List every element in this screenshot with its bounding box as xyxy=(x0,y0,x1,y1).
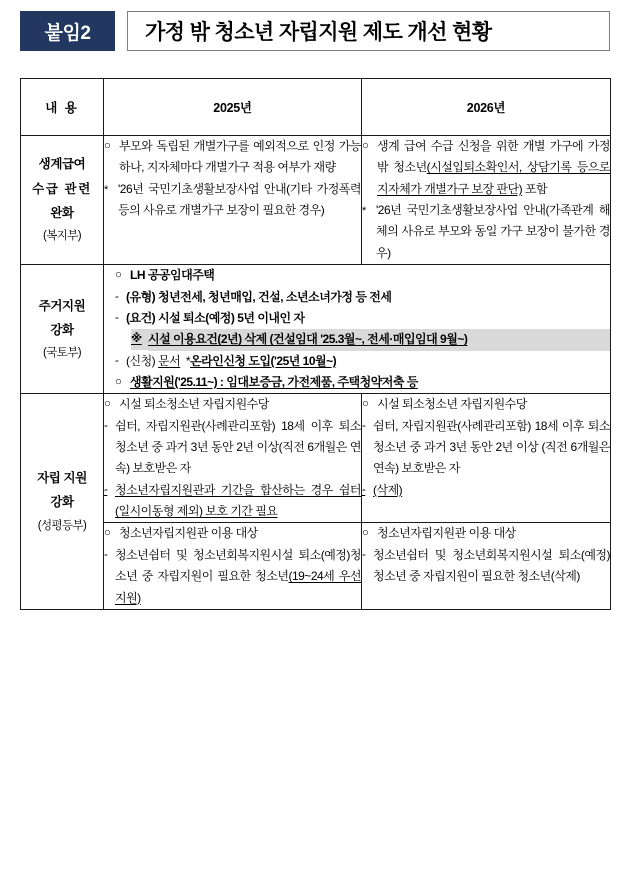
circle-bullet-icon: ○ xyxy=(115,269,122,282)
list-item xyxy=(362,416,610,480)
list-item-text: 청소년쉼터 및 청소년회복지원시설 퇴소(예정)청소년 중 자립지원이 필요한 청소년(삭제) xyxy=(373,547,610,584)
list-item-text: 쉼터, 자립지원관(사례관리포함) 18세 이후 퇴소 청소년 중 과거 3년 동안 2년 이상(직전 6개월은 연속) 보호받은 자 xyxy=(115,418,361,476)
list-item xyxy=(104,136,361,179)
row-label-line-2: 수급 관련 xyxy=(32,181,92,196)
column-header-content: 내 용 xyxy=(21,79,104,136)
table-row xyxy=(21,394,611,523)
column-header-2025: 2025년 xyxy=(104,79,362,136)
row-label-line-1: 생계급여 xyxy=(38,157,86,172)
text-segment-label: (신청) xyxy=(126,353,156,368)
cell-section-allowance xyxy=(104,394,361,522)
cell-section-allowance xyxy=(362,394,610,501)
document-header xyxy=(20,11,610,51)
page-title: 가정 밖 청소년 자립지원 제도 개선 현황 xyxy=(145,21,492,44)
text-segment-bold: (유형) xyxy=(126,289,156,304)
circle-bullet-icon: ○ xyxy=(362,527,369,540)
circle-bullet-icon: ○ xyxy=(362,398,369,411)
list-item-text: '26년 국민기초생활보장사업 안내(가족관계 해체의 사유로 부모와 동일 가구 보장이 불가한 경우) xyxy=(376,203,610,260)
list-item-text: (삭제) xyxy=(373,482,403,497)
dash-bullet-icon: - xyxy=(115,311,119,324)
circle-bullet-icon: ○ xyxy=(104,140,111,152)
list-item xyxy=(362,480,610,501)
list-item xyxy=(362,394,610,415)
comparison-table xyxy=(20,78,611,610)
list-item-text: 청소년자립지원관 이용 대상 xyxy=(377,526,516,541)
text-segment-underlined: (시설입퇴소확인서, 상담기록 등으로 지자체가 개별가구 보장 판단) xyxy=(377,160,610,196)
list-item-text: 생활지원('25.11~) : 임대보증금, 가전제품, 주택청약저축 등 xyxy=(130,374,418,389)
list-item xyxy=(115,372,610,393)
row-label-department: (복지부) xyxy=(43,230,81,243)
list-item-text: 쉼터, 자립지원관(사례관리포함) 18세 이후 퇴소 청소년 중 과거 3년 동안 2년 이상 (직전 6개월은 연속) 보호받은 자 xyxy=(373,418,610,476)
reference-mark-icon: ※ xyxy=(131,329,148,349)
list-item-text: 시설 퇴소청소년 자립지원수당 xyxy=(377,397,527,412)
circle-bullet-icon: ○ xyxy=(104,527,111,540)
dash-bullet-icon: - xyxy=(115,290,119,303)
list-item xyxy=(104,179,361,222)
list-item-text: 청소년자립지원관 이용 대상 xyxy=(119,526,258,541)
cell-2026-independence xyxy=(362,394,611,523)
text-segment-plain: 청소년쉼터 및 청소년회복지원시설 퇴소(예정)청소년 중 자립지원이 필요한 청소년 xyxy=(115,547,361,584)
row-label-line-2: 강화 xyxy=(50,323,74,338)
row-label-line-3: 완화 xyxy=(50,206,74,221)
list-item xyxy=(104,416,361,480)
title-box xyxy=(127,11,610,51)
cell-2025-livelihood xyxy=(104,136,362,265)
row-label-livelihood-benefit xyxy=(21,136,104,265)
attachment-badge: 붙임2 xyxy=(20,11,115,51)
cell-housing-merged xyxy=(104,265,611,394)
text-segment-plain: 시설 퇴소(예정) 5년 이내인 자 xyxy=(155,310,305,325)
text-segment-plain-2: 포함 xyxy=(522,181,548,196)
table-row-continuation xyxy=(21,523,611,609)
table-row xyxy=(21,265,611,394)
dash-bullet-icon: - xyxy=(104,483,108,496)
text-segment-underlined-2: 온라인신청 도입('25년 10월~) xyxy=(190,353,337,368)
text-segment-underlined: 문서 xyxy=(158,353,181,368)
text-segment-plain: 청년전세, 청년매입, 건설, 소년소녀가정 등 전세 xyxy=(155,289,392,304)
list-item-text: 시설 퇴소청소년 자립지원수당 xyxy=(119,397,269,412)
row-label-line-1: 자립 지원 xyxy=(37,471,87,486)
list-item xyxy=(115,308,610,329)
dash-bullet-icon: - xyxy=(104,548,108,561)
dash-bullet-icon: - xyxy=(362,483,366,496)
list-item xyxy=(362,200,610,264)
row-label-line-2: 강화 xyxy=(50,495,74,510)
asterisk-mark-icon: * xyxy=(185,353,191,368)
row-label-department: (성평등부) xyxy=(37,519,87,532)
dash-bullet-icon: - xyxy=(362,419,366,432)
list-item xyxy=(115,265,610,286)
circle-bullet-icon: ○ xyxy=(115,375,122,388)
circle-bullet-icon: ○ xyxy=(362,140,369,152)
text-segment-plain: 생계 급여 수급 신청을 위한 개별 가구에 가정 밖 청소년 xyxy=(377,139,610,175)
table-row xyxy=(21,136,611,265)
dash-bullet-icon: - xyxy=(104,419,108,432)
list-item xyxy=(362,545,610,588)
cell-2025-facility-usage xyxy=(104,523,362,609)
list-item xyxy=(104,480,361,523)
text-segment-underlined: (19~24세 우선지원) xyxy=(115,569,361,605)
asterisk-bullet-icon: * xyxy=(104,183,108,196)
list-item-text: 청소년자립지원관과 기간을 합산하는 경우 쉼터(일시이동형 제외) 보호 기간 필요 xyxy=(115,482,361,519)
dash-bullet-icon: - xyxy=(362,548,366,561)
list-item-text xyxy=(377,136,610,200)
list-item xyxy=(104,545,361,609)
list-item xyxy=(362,136,610,200)
list-item xyxy=(104,394,361,415)
circle-bullet-icon: ○ xyxy=(104,398,111,411)
cell-2026-facility-usage xyxy=(362,523,611,609)
list-item-text xyxy=(115,545,361,609)
row-label-independence-support xyxy=(21,394,104,610)
row-label-housing-support xyxy=(21,265,104,394)
list-item-text xyxy=(126,351,610,372)
text-segment-bold: (요건) xyxy=(126,310,156,325)
list-item-text: 부모와 독립된 개별가구를 예외적으로 인정 가능하나, 지자체마다 개별가구 적용 여부가 재량 xyxy=(119,139,361,175)
column-header-2026: 2026년 xyxy=(362,79,611,136)
list-item-text: '26년 국민기초생활보장사업 안내(기타 가정폭력 등의 사유로 개별가구 보장이 필요한 경우) xyxy=(118,181,361,218)
list-item-note xyxy=(115,329,610,350)
list-item xyxy=(104,523,361,544)
row-label-line-1: 주거지원 xyxy=(38,298,86,313)
cell-2026-livelihood xyxy=(362,136,611,265)
row-label-department: (국토부) xyxy=(43,347,81,360)
list-item-text xyxy=(126,287,610,308)
table-header-row xyxy=(21,79,611,136)
list-item xyxy=(115,351,610,372)
list-item xyxy=(115,287,610,308)
dash-bullet-icon: - xyxy=(115,354,119,367)
list-item-text: LH 공공임대주택 xyxy=(130,268,215,283)
list-item-text: 시설 이용요건(2년) 삭제 (건설임대 '25.3월~, 전세·매입임대 9월~) xyxy=(148,329,610,350)
asterisk-bullet-icon: * xyxy=(362,205,366,218)
list-item xyxy=(362,523,610,544)
list-item-text xyxy=(126,308,610,329)
cell-2025-independence xyxy=(104,394,362,523)
